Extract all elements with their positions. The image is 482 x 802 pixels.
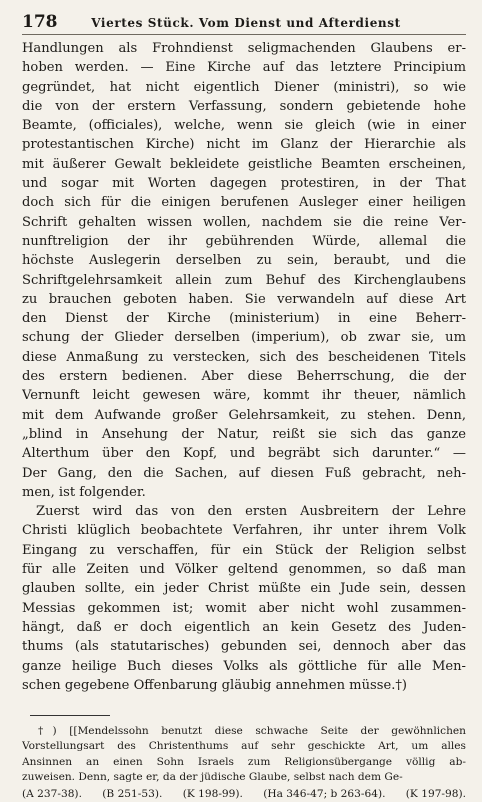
page-references bbox=[22, 787, 466, 802]
page-header bbox=[22, 12, 466, 35]
running-head: Viertes Stück. Vom Dienst und Afterdienst bbox=[91, 16, 401, 30]
text-line: Handlungen als Frohndienst seligmachenden Glaubens er- bbox=[22, 41, 466, 56]
text-line: Messias gekommen ist; womit aber nicht wohl zusammen- bbox=[22, 600, 466, 616]
text-line: men, ist folgender. bbox=[22, 484, 146, 500]
text-line: diese Anmaßung zu verstecken, sich des bescheidenen Titels bbox=[22, 349, 466, 365]
text-line: thums (als statutarisches) gebunden sei, dennoch aber das bbox=[22, 639, 466, 655]
text-line: und sogar mit Worten dagegen protestiren, in der That bbox=[22, 176, 466, 192]
paragraph-1 bbox=[22, 39, 466, 502]
footnote-separator bbox=[30, 715, 110, 716]
reference: (Ha 346-47; b 263-64). bbox=[263, 787, 386, 800]
text-line: Schrift gehalten wissen wollen, nachdem sie die reine Ver- bbox=[22, 214, 466, 230]
text-line: nunftreligion der ihr gebührenden Würde, allemal die bbox=[22, 233, 466, 249]
paragraph-2 bbox=[22, 502, 466, 695]
text-line: schung der Glieder derselben (imperium), ob zwar sie, um bbox=[22, 330, 466, 346]
text-line: hängt, daß er doch eigentlich an kein Gesetz des Juden- bbox=[22, 619, 466, 635]
book-page bbox=[22, 12, 466, 802]
text-line: glauben sollte, ein jeder Christ müßte ein Jude sein, dessen bbox=[22, 581, 466, 597]
text-line: ganze heilige Buch dieses Volks als göttliche für alle Men- bbox=[22, 658, 466, 674]
text-line: zu brauchen geboten haben. Sie verwandeln auf diese Art bbox=[22, 291, 466, 307]
footnote bbox=[22, 724, 466, 786]
text-line: schen gegebene Offenbarung gläubig annehmen müsse.†) bbox=[22, 677, 408, 693]
text-line: Zuerst wird das von den ersten Ausbreitern der Lehre bbox=[36, 504, 466, 520]
reference: (A 237-38). bbox=[22, 787, 82, 800]
reference: (B 251-53). bbox=[102, 787, 163, 800]
text-line: „blind in Ansehung der Natur, reißt sie sich das ganze bbox=[22, 426, 466, 442]
text-line: Vernunft leicht gewesen wäre, kommt ihr theuer, nämlich bbox=[22, 388, 466, 404]
text-line: Christi klüglich beobachtete Verfahren, ihr unter ihrem Volk bbox=[22, 523, 466, 539]
footnote-line: zuweisen. Denn, sagte er, da der jüdische Glaube, selbst nach dem Ge- bbox=[22, 771, 403, 784]
text-line: gegründet, hat nicht eigentlich Diener (ministri), so wie bbox=[22, 79, 466, 95]
footnote-line: Vorstellungsart des Christenthums auf sehr geschickte Art, um alles bbox=[22, 740, 466, 753]
text-line: Schriftgelehrsamkeit allein zum Behuf des Kirchenglaubens bbox=[22, 272, 466, 288]
text-line: protestantischen Kirche) nicht im Glanz der Hierarchie als bbox=[22, 137, 466, 153]
footnote-line: Ansinnen an einen Sohn Israels zum Religionsübergange völlig ab- bbox=[22, 755, 466, 768]
text-line: Eingang zu verschaffen, für ein Stück der Religion selbst bbox=[22, 542, 466, 558]
text-line: den Dienst der Kirche (ministerium) in eine Beherr- bbox=[22, 311, 466, 327]
text-line: mit äußerer Gewalt bekleidete geistliche Beamten erscheinen, bbox=[22, 156, 466, 172]
footnote-line: †) [[Mendelssohn benutzt diese schwache Seite der gewöhnlichen bbox=[38, 725, 466, 738]
text-line: Alterthum über den Kopf, und begräbt sich darunter.“ — bbox=[22, 446, 466, 462]
text-line: die von der erstern Verfassung, sondern gebietende hohe bbox=[22, 98, 466, 114]
text-line: mit dem Aufwande großer Gelehrsamkeit, zu stehen. Denn, bbox=[22, 407, 466, 423]
text-line: Der Gang, den die Sachen, auf diesen Fuß gebracht, neh- bbox=[22, 465, 466, 481]
text-line: doch sich für die einigen berufenen Ausleger einer heiligen bbox=[22, 195, 466, 211]
reference: (K 197-98). bbox=[405, 787, 466, 800]
text-line: des erstern bedienen. Aber diese Beherrschung, die der bbox=[22, 369, 466, 385]
page-number: 178 bbox=[22, 12, 58, 32]
text-line: für alle Zeiten und Völker geltend genommen, so daß man bbox=[22, 562, 466, 578]
text-line: Beamte, (officiales), welche, wenn sie gleich (wie in einer bbox=[22, 118, 466, 134]
text-line: hoben werden. — Eine Kirche auf das letztere Principium bbox=[22, 60, 466, 76]
reference: (K 198-99). bbox=[182, 787, 243, 800]
text-line: höchste Auslegerin derselben zu sein, beraubt, und die bbox=[22, 253, 466, 269]
